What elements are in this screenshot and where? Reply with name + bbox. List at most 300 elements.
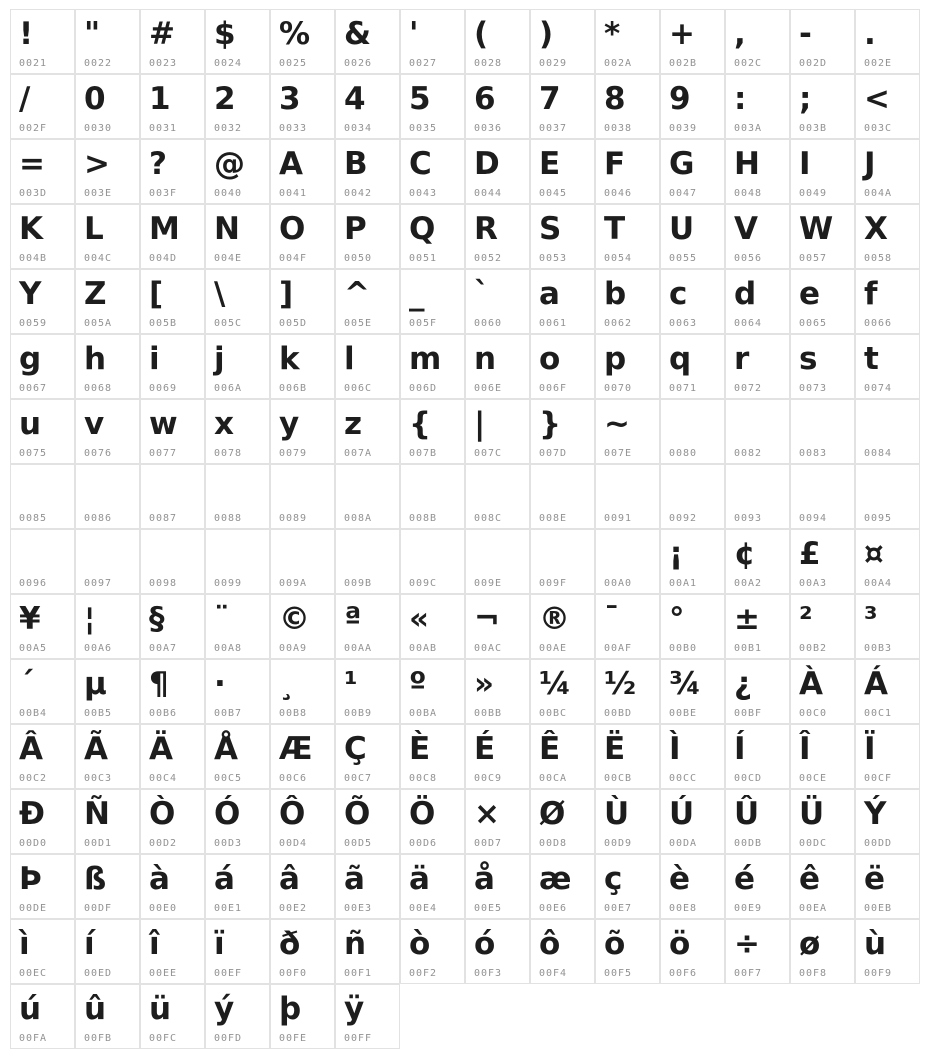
glyph-cell[interactable]: [205, 594, 270, 659]
glyph-cell[interactable]: [335, 9, 400, 74]
glyph-cell[interactable]: [855, 789, 920, 854]
codepoint-label: 0044: [474, 188, 503, 199]
glyph-cell[interactable]: [270, 204, 335, 269]
glyph-cell[interactable]: [855, 269, 920, 334]
glyph-cell[interactable]: [400, 529, 465, 594]
glyph-cell[interactable]: [530, 919, 595, 984]
glyph-cell[interactable]: [205, 74, 270, 139]
glyph-char: §: [149, 601, 164, 637]
glyph-cell[interactable]: [270, 659, 335, 724]
glyph-cell[interactable]: [75, 659, 140, 724]
glyph-cell[interactable]: [790, 919, 855, 984]
glyph-char: _: [409, 276, 424, 312]
glyph-cell[interactable]: [10, 919, 75, 984]
glyph-cell[interactable]: [75, 269, 140, 334]
glyph-cell[interactable]: [660, 399, 725, 464]
glyph-cell[interactable]: [855, 399, 920, 464]
glyph-cell[interactable]: [660, 529, 725, 594]
glyph-char: 5: [409, 81, 430, 117]
glyph-cell[interactable]: [400, 659, 465, 724]
glyph-cell[interactable]: [335, 789, 400, 854]
glyph-cell[interactable]: [205, 9, 270, 74]
glyph-cell[interactable]: [205, 334, 270, 399]
glyph-cell[interactable]: [140, 984, 205, 1049]
glyph-char: p: [604, 341, 626, 377]
glyph-cell[interactable]: [725, 919, 790, 984]
glyph-cell[interactable]: [595, 854, 660, 919]
glyph-cell[interactable]: [595, 659, 660, 724]
glyph-cell[interactable]: [725, 399, 790, 464]
glyph-char: Í: [734, 731, 745, 767]
glyph-cell[interactable]: [270, 789, 335, 854]
glyph-cell[interactable]: [205, 399, 270, 464]
codepoint-label: 0092: [669, 513, 698, 524]
glyph-cell[interactable]: [530, 529, 595, 594]
glyph-cell[interactable]: [725, 269, 790, 334]
glyph-cell[interactable]: [725, 464, 790, 529]
glyph-cell[interactable]: [855, 139, 920, 204]
codepoint-label: 009A: [279, 578, 308, 589]
glyph-cell[interactable]: [270, 399, 335, 464]
glyph-cell[interactable]: [140, 854, 205, 919]
glyph-cell[interactable]: [400, 399, 465, 464]
glyph-char: \: [214, 276, 225, 312]
glyph-cell[interactable]: [725, 74, 790, 139]
glyph-cell[interactable]: [205, 464, 270, 529]
glyph-cell[interactable]: [270, 464, 335, 529]
glyph-cell[interactable]: [140, 74, 205, 139]
glyph-cell[interactable]: [10, 464, 75, 529]
glyph-char: Ì: [669, 731, 680, 767]
glyph-cell[interactable]: [10, 594, 75, 659]
glyph-cell[interactable]: [725, 659, 790, 724]
glyph-cell[interactable]: [205, 724, 270, 789]
glyph-cell[interactable]: [270, 9, 335, 74]
glyph-cell[interactable]: [205, 984, 270, 1049]
glyph-cell[interactable]: [595, 464, 660, 529]
glyph-cell[interactable]: [855, 464, 920, 529]
glyph-cell[interactable]: [530, 854, 595, 919]
glyph-cell[interactable]: [400, 139, 465, 204]
codepoint-label: 00B1: [734, 643, 763, 654]
codepoint-label: 00E7: [604, 903, 633, 914]
glyph-cell[interactable]: [530, 204, 595, 269]
glyph-cell[interactable]: [725, 854, 790, 919]
glyph-cell[interactable]: [660, 204, 725, 269]
glyph-cell[interactable]: [595, 399, 660, 464]
glyph-cell[interactable]: [10, 724, 75, 789]
glyph-char: [856, 400, 919, 448]
glyph-cell[interactable]: [400, 204, 465, 269]
glyph-cell[interactable]: [140, 269, 205, 334]
glyph-cell[interactable]: [75, 854, 140, 919]
glyph-cell[interactable]: [790, 139, 855, 204]
glyph-cell[interactable]: [75, 139, 140, 204]
glyph-cell[interactable]: [465, 74, 530, 139]
glyph-cell[interactable]: [10, 204, 75, 269]
glyph-cell[interactable]: [205, 919, 270, 984]
glyph-cell[interactable]: [465, 659, 530, 724]
glyph-row: [10, 139, 920, 204]
glyph-cell[interactable]: [10, 74, 75, 139]
codepoint-label: 007D: [539, 448, 568, 459]
glyph-cell[interactable]: [530, 139, 595, 204]
glyph-cell[interactable]: [75, 529, 140, 594]
codepoint-label: 0060: [474, 318, 503, 329]
glyph-cell[interactable]: [10, 9, 75, 74]
glyph-cell[interactable]: [335, 854, 400, 919]
glyph-cell[interactable]: [10, 334, 75, 399]
glyph-cell[interactable]: [10, 269, 75, 334]
glyph-cell[interactable]: [790, 854, 855, 919]
glyph-cell[interactable]: [725, 9, 790, 74]
glyph-char: $: [214, 16, 235, 52]
codepoint-label: 008B: [409, 513, 438, 524]
glyph-char: k: [279, 341, 299, 377]
codepoint-label: 0050: [344, 253, 373, 264]
glyph-cell[interactable]: [595, 919, 660, 984]
glyph-cell[interactable]: [205, 269, 270, 334]
glyph-cell[interactable]: [75, 919, 140, 984]
glyph-cell[interactable]: [270, 919, 335, 984]
glyph-cell[interactable]: [335, 269, 400, 334]
glyph-char: L: [84, 211, 103, 247]
glyph-char: K: [19, 211, 43, 247]
glyph-cell[interactable]: [530, 724, 595, 789]
glyph-char: [271, 465, 334, 513]
glyph-cell[interactable]: [75, 9, 140, 74]
codepoint-label: 002C: [734, 58, 763, 69]
glyph-cell[interactable]: [790, 659, 855, 724]
codepoint-label: 009B: [344, 578, 373, 589]
codepoint-label: 003C: [864, 123, 893, 134]
codepoint-label: 00DA: [669, 838, 698, 849]
glyph-cell[interactable]: [400, 919, 465, 984]
glyph-char: ¤: [864, 536, 883, 572]
glyph-cell[interactable]: [790, 9, 855, 74]
glyph-char: ô: [539, 926, 560, 962]
glyph-cell[interactable]: [725, 529, 790, 594]
glyph-char: ¹: [344, 666, 357, 702]
glyph-cell[interactable]: [140, 9, 205, 74]
glyph-cell[interactable]: [660, 9, 725, 74]
codepoint-label: 006D: [409, 383, 438, 394]
glyph-cell[interactable]: [530, 334, 595, 399]
glyph-cell[interactable]: [75, 74, 140, 139]
glyph-cell[interactable]: [140, 204, 205, 269]
codepoint-label: 0085: [19, 513, 48, 524]
glyph-cell[interactable]: [790, 789, 855, 854]
glyph-cell[interactable]: [270, 529, 335, 594]
glyph-cell[interactable]: [335, 204, 400, 269]
codepoint-label: 00FA: [19, 1033, 48, 1044]
glyph-char: E: [539, 146, 560, 182]
glyph-cell[interactable]: [855, 659, 920, 724]
glyph-cell[interactable]: [465, 854, 530, 919]
codepoint-label: 0097: [84, 578, 113, 589]
codepoint-label: 009E: [474, 578, 503, 589]
glyph-cell[interactable]: [530, 9, 595, 74]
glyph-cell[interactable]: [10, 854, 75, 919]
glyph-cell[interactable]: [75, 464, 140, 529]
glyph-cell[interactable]: [335, 594, 400, 659]
glyph-cell[interactable]: [140, 789, 205, 854]
glyph-cell[interactable]: [465, 269, 530, 334]
glyph-cell[interactable]: [75, 399, 140, 464]
glyph-cell[interactable]: [335, 399, 400, 464]
glyph-char: Ù: [604, 796, 629, 832]
glyph-cell[interactable]: [335, 984, 400, 1049]
glyph-cell[interactable]: [855, 594, 920, 659]
codepoint-label: 0047: [669, 188, 698, 199]
glyph-cell[interactable]: [790, 334, 855, 399]
glyph-cell[interactable]: [140, 919, 205, 984]
glyph-cell[interactable]: [790, 399, 855, 464]
glyph-cell[interactable]: [400, 594, 465, 659]
codepoint-label: 004B: [19, 253, 48, 264]
glyph-cell[interactable]: [205, 854, 270, 919]
glyph-cell[interactable]: [465, 919, 530, 984]
codepoint-label: 0045: [539, 188, 568, 199]
glyph-cell[interactable]: [75, 724, 140, 789]
glyph-char: «: [409, 601, 429, 637]
codepoint-label: 00D5: [344, 838, 373, 849]
glyph-cell[interactable]: [595, 789, 660, 854]
glyph-cell[interactable]: [140, 724, 205, 789]
codepoint-label: 00AA: [344, 643, 373, 654]
glyph-cell[interactable]: [660, 464, 725, 529]
glyph-cell[interactable]: [10, 529, 75, 594]
glyph-cell[interactable]: [790, 464, 855, 529]
glyph-char: I: [799, 146, 810, 182]
codepoint-label: 0058: [864, 253, 893, 264]
glyph-cell[interactable]: [270, 334, 335, 399]
glyph-cell[interactable]: [75, 334, 140, 399]
glyph-cell[interactable]: [270, 594, 335, 659]
glyph-cell[interactable]: [335, 919, 400, 984]
glyph-cell[interactable]: [530, 594, 595, 659]
codepoint-label: 0023: [149, 58, 178, 69]
glyph-cell[interactable]: [595, 204, 660, 269]
glyph-cell[interactable]: [400, 854, 465, 919]
glyph-char: í: [84, 926, 94, 962]
glyph-cell[interactable]: [465, 9, 530, 74]
glyph-cell[interactable]: [725, 724, 790, 789]
glyph-cell[interactable]: [595, 139, 660, 204]
codepoint-label: 009F: [539, 578, 568, 589]
glyph-cell[interactable]: [660, 139, 725, 204]
glyph-cell[interactable]: [725, 789, 790, 854]
glyph-cell[interactable]: [725, 594, 790, 659]
codepoint-label: 00A9: [279, 643, 308, 654]
glyph-cell[interactable]: [595, 269, 660, 334]
glyph-cell[interactable]: [530, 659, 595, 724]
glyph-cell[interactable]: [270, 139, 335, 204]
codepoint-label: 00CD: [734, 773, 763, 784]
codepoint-label: 00AE: [539, 643, 568, 654]
codepoint-label: 00B2: [799, 643, 828, 654]
glyph-cell[interactable]: [595, 74, 660, 139]
codepoint-label: 003F: [149, 188, 178, 199]
glyph-char: @: [214, 146, 244, 182]
glyph-cell[interactable]: [335, 724, 400, 789]
glyph-cell[interactable]: [855, 74, 920, 139]
glyph-cell[interactable]: [855, 854, 920, 919]
glyph-cell[interactable]: [465, 724, 530, 789]
glyph-cell[interactable]: [465, 529, 530, 594]
glyph-cell[interactable]: [660, 854, 725, 919]
glyph-cell[interactable]: [790, 724, 855, 789]
codepoint-label: 00E1: [214, 903, 243, 914]
glyph-cell[interactable]: [595, 594, 660, 659]
glyph-char: ñ: [344, 926, 366, 962]
glyph-char: m: [409, 341, 441, 377]
glyph-cell[interactable]: [400, 334, 465, 399]
glyph-cell[interactable]: [855, 9, 920, 74]
glyph-cell[interactable]: [140, 464, 205, 529]
glyph-cell[interactable]: [725, 334, 790, 399]
glyph-cell[interactable]: [465, 789, 530, 854]
glyph-cell[interactable]: [335, 334, 400, 399]
glyph-cell[interactable]: [400, 9, 465, 74]
glyph-cell[interactable]: [530, 789, 595, 854]
glyph-cell[interactable]: [725, 139, 790, 204]
glyph-cell[interactable]: [75, 984, 140, 1049]
glyph-cell[interactable]: [855, 529, 920, 594]
glyph-cell[interactable]: [855, 204, 920, 269]
glyph-cell[interactable]: [400, 74, 465, 139]
glyph-char: N: [214, 211, 239, 247]
glyph-cell[interactable]: [400, 269, 465, 334]
glyph-cell[interactable]: [660, 919, 725, 984]
glyph-cell[interactable]: [790, 74, 855, 139]
glyph-cell[interactable]: [660, 724, 725, 789]
codepoint-label: 00F5: [604, 968, 633, 979]
glyph-cell[interactable]: [10, 399, 75, 464]
glyph-cell[interactable]: [400, 724, 465, 789]
glyph-cell[interactable]: [595, 9, 660, 74]
glyph-cell[interactable]: [335, 139, 400, 204]
glyph-char: ç: [604, 861, 622, 897]
glyph-cell[interactable]: [530, 399, 595, 464]
glyph-cell[interactable]: [465, 594, 530, 659]
glyph-cell[interactable]: [660, 269, 725, 334]
glyph-cell[interactable]: [595, 724, 660, 789]
glyph-cell[interactable]: [205, 529, 270, 594]
glyph-cell[interactable]: [10, 139, 75, 204]
glyph-cell[interactable]: [660, 789, 725, 854]
glyph-char: ]: [279, 276, 293, 312]
glyph-cell[interactable]: [595, 334, 660, 399]
codepoint-label: 00D2: [149, 838, 178, 849]
codepoint-label: 00D7: [474, 838, 503, 849]
glyph-cell[interactable]: [270, 854, 335, 919]
glyph-cell[interactable]: [205, 659, 270, 724]
glyph-cell[interactable]: [855, 919, 920, 984]
glyph-cell[interactable]: [400, 464, 465, 529]
glyph-char: e: [799, 276, 820, 312]
glyph-cell[interactable]: [465, 139, 530, 204]
glyph-cell[interactable]: [660, 334, 725, 399]
glyph-cell[interactable]: [335, 74, 400, 139]
glyph-cell[interactable]: [790, 594, 855, 659]
glyph-cell[interactable]: [270, 74, 335, 139]
glyph-char: d: [734, 276, 756, 312]
glyph-cell[interactable]: [205, 789, 270, 854]
glyph-char: [726, 400, 789, 448]
glyph-cell[interactable]: [140, 334, 205, 399]
glyph-cell[interactable]: [75, 789, 140, 854]
glyph-cell[interactable]: [660, 594, 725, 659]
glyph-cell[interactable]: [790, 204, 855, 269]
codepoint-label: 00A4: [864, 578, 893, 589]
glyph-cell[interactable]: [335, 464, 400, 529]
glyph-cell[interactable]: [270, 724, 335, 789]
glyph-cell[interactable]: [335, 529, 400, 594]
glyph-cell[interactable]: [10, 659, 75, 724]
glyph-cell[interactable]: [855, 334, 920, 399]
glyph-cell[interactable]: [530, 74, 595, 139]
glyph-cell[interactable]: [465, 204, 530, 269]
glyph-cell[interactable]: [790, 269, 855, 334]
glyph-char: c: [669, 276, 687, 312]
glyph-cell[interactable]: [270, 984, 335, 1049]
glyph-cell[interactable]: [725, 204, 790, 269]
glyph-cell[interactable]: [595, 529, 660, 594]
glyph-cell[interactable]: [205, 139, 270, 204]
codepoint-label: 0054: [604, 253, 633, 264]
glyph-row: [10, 464, 920, 529]
codepoint-label: 00F4: [539, 968, 568, 979]
codepoint-label: 00A8: [214, 643, 243, 654]
glyph-char: [596, 530, 659, 578]
glyph-cell[interactable]: [465, 334, 530, 399]
glyph-char: [336, 530, 399, 578]
glyph-cell[interactable]: [465, 464, 530, 529]
glyph-cell[interactable]: [140, 399, 205, 464]
glyph-char: |: [474, 406, 485, 442]
codepoint-label: 0031: [149, 123, 178, 134]
glyph-cell[interactable]: [140, 529, 205, 594]
glyph-char: ¯: [604, 601, 619, 637]
glyph-cell[interactable]: [75, 204, 140, 269]
glyph-cell[interactable]: [530, 269, 595, 334]
glyph-cell[interactable]: [205, 204, 270, 269]
codepoint-label: 0048: [734, 188, 763, 199]
glyph-cell[interactable]: [400, 789, 465, 854]
glyph-cell[interactable]: [270, 269, 335, 334]
glyph-char: H: [734, 146, 759, 182]
codepoint-label: 00BE: [669, 708, 698, 719]
glyph-cell[interactable]: [530, 464, 595, 529]
glyph-cell[interactable]: [140, 139, 205, 204]
glyph-cell[interactable]: [790, 529, 855, 594]
glyph-cell[interactable]: [75, 594, 140, 659]
glyph-cell[interactable]: [140, 659, 205, 724]
glyph-cell[interactable]: [855, 724, 920, 789]
glyph-cell[interactable]: [140, 594, 205, 659]
glyph-cell[interactable]: [660, 74, 725, 139]
glyph-char: Z: [84, 276, 106, 312]
glyph-cell[interactable]: [10, 984, 75, 1049]
glyph-char: ¬: [474, 601, 499, 637]
glyph-cell[interactable]: [335, 659, 400, 724]
glyph-cell[interactable]: [10, 789, 75, 854]
glyph-cell[interactable]: [660, 659, 725, 724]
glyph-char: &: [344, 16, 371, 52]
glyph-char: ß: [84, 861, 106, 897]
glyph-cell[interactable]: [465, 399, 530, 464]
